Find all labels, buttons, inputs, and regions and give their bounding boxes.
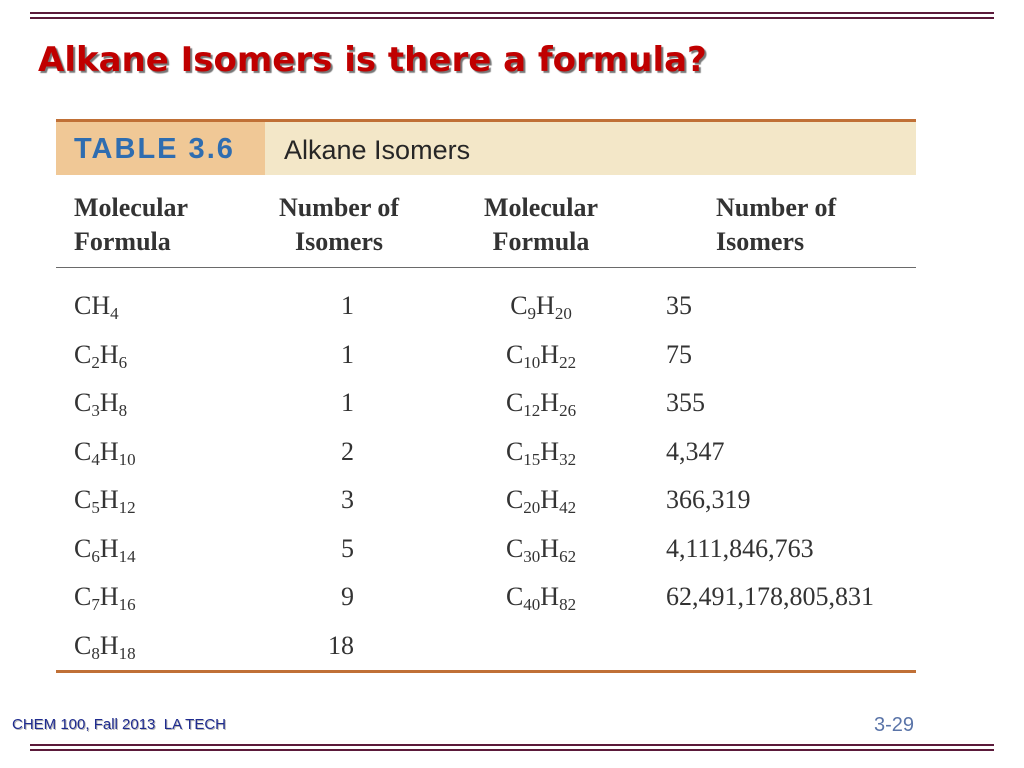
- molecular-formula-cell: $C_3H_8$: [74, 388, 128, 420]
- molecular-formula-cell: $C_7H_{16}$: [74, 582, 136, 614]
- molecular-formula-cell: $CH_4$: [74, 291, 119, 323]
- isomer-count-cell: 9: [341, 582, 354, 611]
- table-row: [56, 340, 916, 388]
- molecular-formula-cell: $C_6H_{14}$: [74, 533, 136, 566]
- molecular-formula-cell: $C_{12}H_{26}$: [505, 388, 577, 420]
- header-divider: [56, 267, 916, 268]
- isomer-count-cell: 18: [328, 630, 354, 660]
- molecular-formula-cell: $C_{20}H_{42}$: [505, 485, 577, 517]
- isomer-count-cell: 3: [341, 485, 354, 514]
- isomer-count-cell: 5: [341, 533, 354, 563]
- molecular-formula-cell: $C_{40}H_{82}$: [505, 582, 577, 614]
- footer-course-label: CHEM 100, Fall 2013 LA TECH: [12, 716, 226, 733]
- molecular-formula-cell: $C_8H_{18}$: [74, 630, 136, 663]
- isomer-count-cell: 355: [666, 388, 705, 417]
- isomer-count-cell: 1: [341, 388, 354, 417]
- table-row: [56, 437, 916, 485]
- slide-number: 3-29: [874, 714, 915, 736]
- isomer-count-cell: 1: [341, 339, 354, 369]
- molecular-formula-cell: $C_2H_6$: [74, 339, 128, 372]
- table-row: [56, 582, 916, 630]
- isomer-count-cell: 35: [666, 291, 692, 320]
- isomer-count-cell: 75: [666, 339, 692, 369]
- molecular-formula-cell: $C_{10}H_{22}$: [505, 339, 577, 372]
- table-row: [56, 291, 916, 339]
- table-row: [56, 485, 916, 533]
- table-label: TABLE 3.6: [74, 133, 235, 165]
- isomer-count-cell: 2: [341, 436, 354, 466]
- isomer-count-cell: 1: [341, 291, 354, 320]
- isomer-count-cell: 4,347: [666, 436, 725, 466]
- alkane-isomers-table: [56, 119, 916, 676]
- isomer-count-cell: 366,319: [666, 485, 751, 514]
- bottom-decorative-rule: [30, 744, 994, 754]
- column-header-molecular-formula-1: Molecular Formula: [74, 193, 189, 256]
- molecular-formula-cell: $C_9H_{20}$: [510, 291, 572, 323]
- molecular-formula-cell: $C_{30}H_{62}$: [505, 533, 577, 566]
- table-header-bar: [56, 122, 916, 175]
- molecular-formula-cell: $C_5H_{12}$: [74, 485, 136, 517]
- molecular-formula-cell: $C_4H_{10}$: [74, 436, 136, 469]
- top-decorative-rule: [30, 12, 994, 22]
- column-header-number-of-isomers-1: Number of Isomers: [278, 193, 400, 256]
- isomer-count-cell: 62,491,178,805,831: [666, 582, 874, 611]
- column-header-number-of-isomers-2: Number of Isomers: [716, 193, 837, 256]
- table-bottom-rule: [56, 670, 916, 673]
- table-caption: Alkane Isomers: [284, 135, 471, 165]
- table-row: [56, 534, 916, 582]
- column-header-molecular-formula-2: Molecular Formula: [483, 193, 599, 256]
- table-label-box: [56, 122, 265, 175]
- isomer-count-cell: 4,111,846,763: [666, 533, 814, 563]
- slide-title: Alkane Isomers is there a formula?: [38, 40, 707, 80]
- table-row: [56, 388, 916, 436]
- molecular-formula-cell: $C_{15}H_{32}$: [505, 436, 577, 469]
